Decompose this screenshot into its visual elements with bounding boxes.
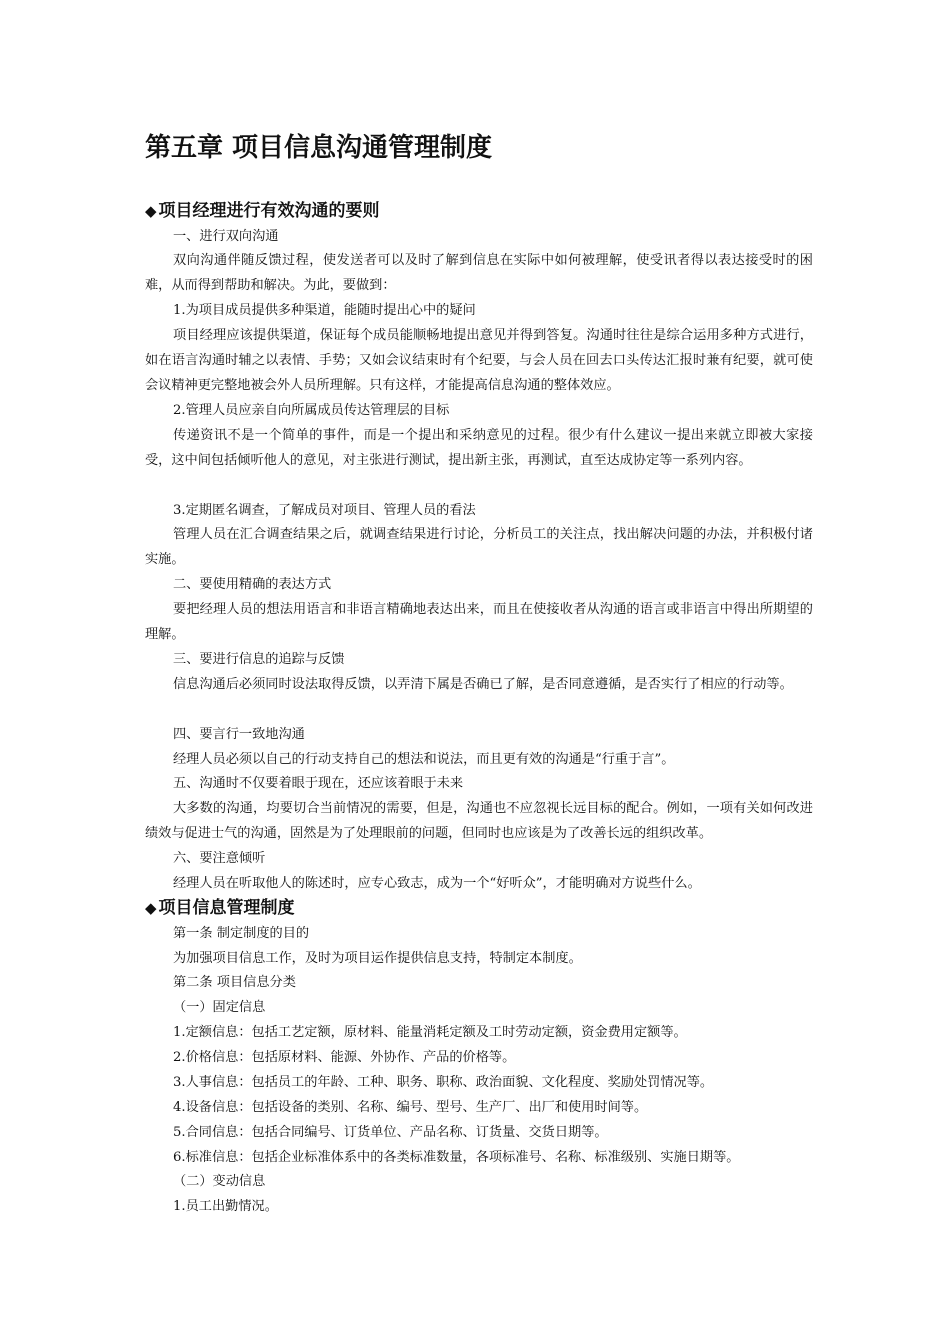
subsection-title-listening: 六、要注意倾听 [173,851,266,866]
list-item: 5.合同信息：包括合同编号、订货单位、产品名称、订货量、交货日期等。 [173,1125,608,1140]
subsection-title-tracking-feedback: 三、要进行信息的追踪与反馈 [173,652,345,667]
list-item: 1.员工出勤情况。 [173,1199,278,1214]
paragraph-precise-expression: 要把经理人员的想法用语言和非语言精确地表达出来，而且在使接收者从沟通的语言或非语言中得出所期望的理解。 [145,602,813,642]
section-heading-text: 项目信息管理制度 [158,898,295,918]
point-title-channels: 1.为项目成员提供多种渠道，能随时提出心中的疑问 [173,303,476,318]
section-heading-info-management [145,896,295,920]
point-title-convey-goals: 2.管理人员应亲自向所属成员传达管理层的目标 [173,403,450,418]
chapter-title: 第五章 项目信息沟通管理制度 [145,133,493,163]
section-heading-text: 项目经理进行有效沟通的要则 [158,201,380,221]
paragraph-future: 大多数的沟通，均要切合当前情况的需要，但是，沟通也不应忽视长远目标的配合。例如，一项有关如何改进绩效与促进士气的沟通，固然是为了处理眼前的问题，但同时也应该是为了改善长远的组织改革。 [145,801,813,841]
paragraph-listening: 经理人员在听取他人的陈述时，应专心致志，成为一个“好听众”，才能明确对方说些什么。 [173,876,701,891]
diamond-bullet-icon: ◆ [145,202,157,220]
paragraph-survey: 管理人员在汇合调查结果之后，就调查结果进行讨论，分析员工的关注点，找出解决问题的办法，并积极付诸实施。 [145,527,813,567]
list-item: 4.设备信息：包括设备的类别、名称、编号、型号、生产厂、出厂和使用时间等。 [173,1100,648,1115]
article-title-purpose: 第一条 制定制度的目的 [173,926,310,941]
paragraph-purpose: 为加强项目信息工作，及时为项目运作提供信息支持，特制定本制度。 [173,951,582,966]
section-heading-communication-principles [145,199,380,223]
subsection-title-two-way: 一、进行双向沟通 [173,229,279,244]
subsection-title-consistency: 四、要言行一致地沟通 [173,727,305,742]
category-title-variable: （二）变动信息 [173,1174,266,1189]
category-title-fixed: （一）固定信息 [173,1000,266,1015]
article-title-classification: 第二条 项目信息分类 [173,975,296,990]
paragraph-convey-goals: 传递资讯不是一个简单的事件，而是一个提出和采纳意见的过程。很少有什么建议一提出来就立即被大家接受，这中间包括倾听他人的意见，对主张进行测试，提出新主张，再测试，直至达成协定等一系列内容。 [145,428,813,468]
subsection-title-precise-expression: 二、要使用精确的表达方式 [173,577,332,592]
paragraph-channels: 项目经理应该提供渠道，保证每个成员能顺畅地提出意见并得到答复。沟通时往往是综合运用多种方式进行，如在语言沟通时辅之以表情、手势；又如会议结束时有个纪要，与会人员在回去口头传达汇报时兼有纪要，就可使会议精神更完整地被会外人员所理解。只有这样，才能提高信息沟通的整体效应。 [145,328,813,393]
list-item: 6.标准信息：包括企业标准体系中的各类标准数量，各项标准号、名称、标准级别、实施日期等。 [173,1150,740,1165]
list-item: 3.人事信息：包括员工的年龄、工种、职务、职称、政治面貌、文化程度、奖励处罚情况等。 [173,1075,714,1090]
list-item: 2.价格信息：包括原材料、能源、外协作、产品的价格等。 [173,1050,516,1065]
list-item: 1.定额信息：包括工艺定额，原材料、能量消耗定额及工时劳动定额，资金费用定额等。 [173,1025,687,1040]
paragraph-two-way-intro: 双向沟通伴随反馈过程，使发送者可以及时了解到信息在实际中如何被理解，使受讯者得以表达接受时的困难，从而得到帮助和解决。为此，要做到： [145,253,813,293]
paragraph-tracking-feedback: 信息沟通后必须同时设法取得反馈，以弄清下属是否确已了解，是否同意遵循，是否实行了相应的行动等。 [173,677,793,692]
subsection-title-future: 五、沟通时不仅要着眼于现在，还应该着眼于未来 [173,776,464,791]
diamond-bullet-icon: ◆ [145,899,157,917]
point-title-survey: 3.定期匿名调查，了解成员对项目、管理人员的看法 [173,503,476,518]
paragraph-consistency: 经理人员必须以自己的行动支持自己的想法和说法，而且更有效的沟通是“行重于言”。 [173,752,675,767]
